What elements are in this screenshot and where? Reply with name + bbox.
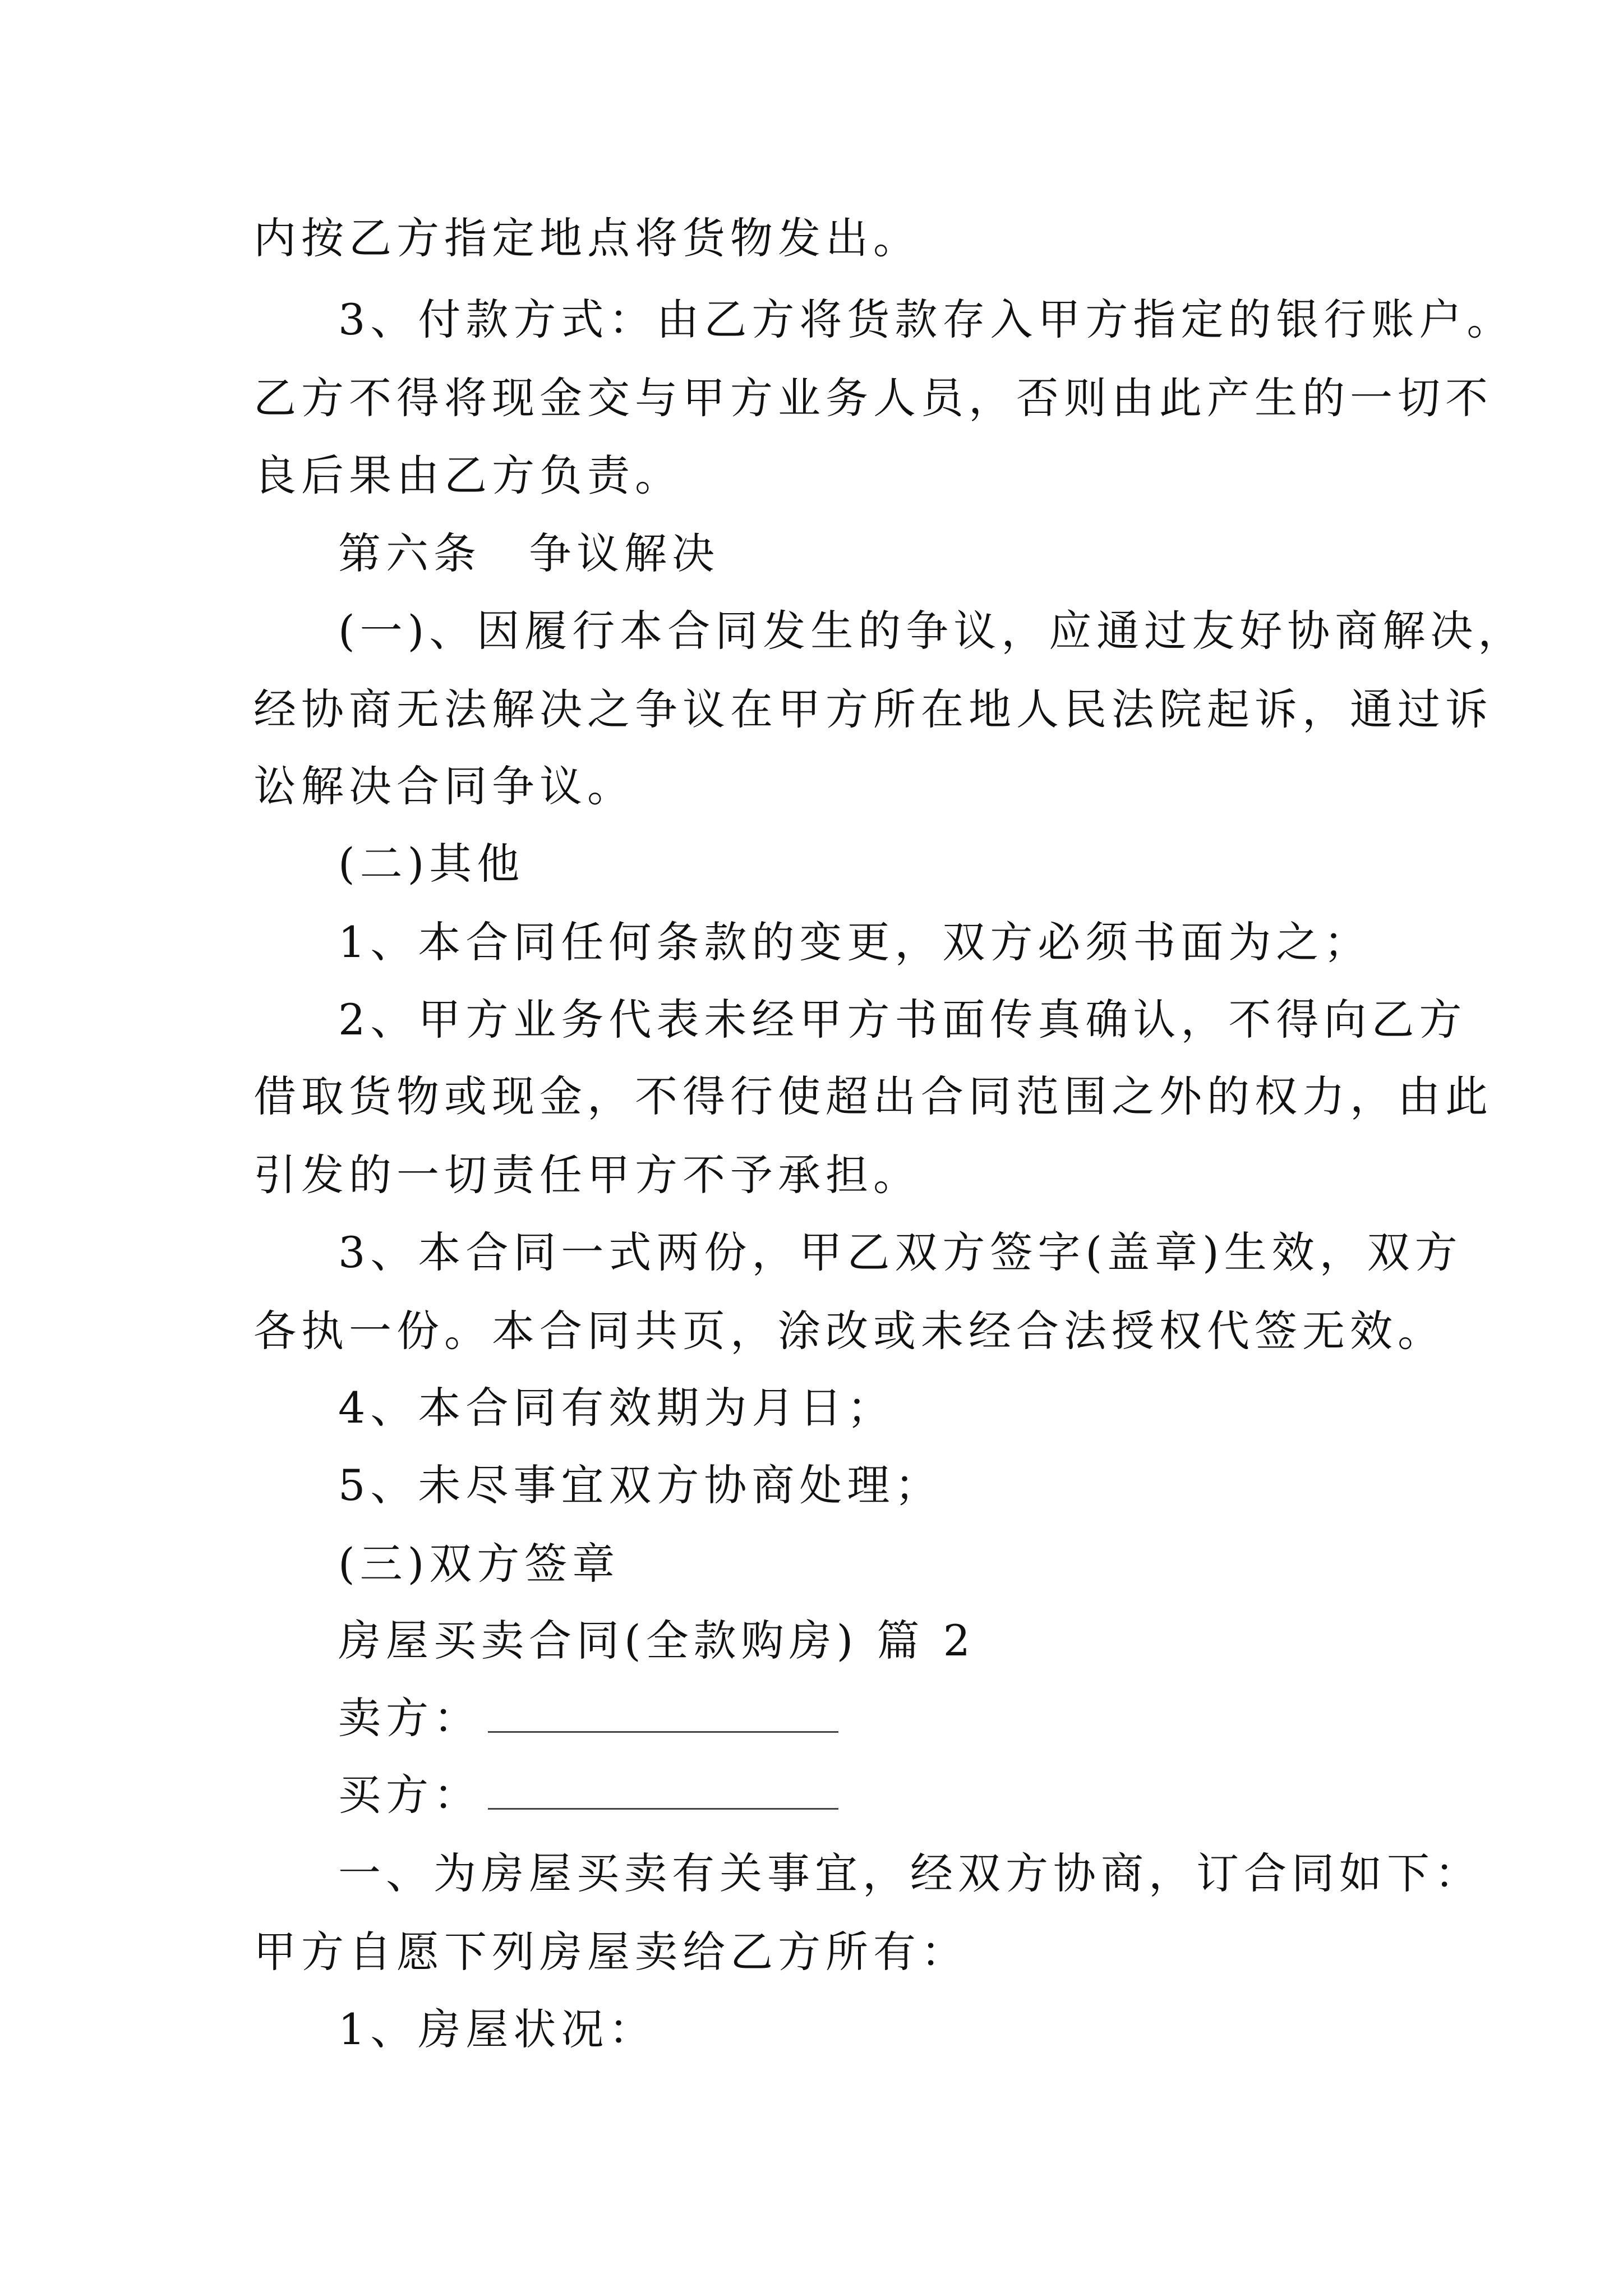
buyer-line	[338, 1767, 838, 1823]
seller-label: 卖方：	[338, 1693, 481, 1743]
text-line: (一)、因履行本合同发生的争议，应通过友好协商解决，	[338, 606, 1526, 656]
text-line: 内按乙方指定地点将货物发出。	[253, 213, 921, 263]
seller-blank	[488, 1697, 838, 1733]
text-line: 借取货物或现金，不得行使超出合同范围之外的权力，由此	[253, 1071, 1493, 1121]
buyer-label: 买方：	[338, 1770, 481, 1820]
text-line: 各执一份。本合同共页，涂改或未经合法授权代签无效。	[253, 1306, 1445, 1356]
text-line: 乙方不得将现金交与甲方业务人员，否则由此产生的一切不	[253, 373, 1493, 423]
document-title: 房屋买卖合同(全款购房) 篇 2	[338, 1616, 975, 1665]
text-line: 5、未尽事宜双方协商处理；	[338, 1460, 943, 1510]
text-line: 3、本合同一式两份，甲乙双方签字(盖章)生效，双方	[338, 1227, 1463, 1277]
text-line: (二)其他	[338, 839, 525, 889]
text-line: 一、为房屋买卖有关事宜，经双方协商，订合同如下：	[338, 1848, 1482, 1898]
text-line: 2、甲方业务代表未经甲方书面传真确认，不得向乙方	[338, 995, 1467, 1045]
text-line: 4、本合同有效期为月日；	[338, 1383, 895, 1433]
text-line: 甲方自愿下列房屋卖给乙方所有：	[253, 1927, 969, 1977]
buyer-blank	[488, 1774, 838, 1810]
text-line: 1、本合同任何条款的变更，双方必须书面为之；	[338, 917, 1372, 967]
text-line: 讼解决合同争议。	[253, 761, 635, 811]
text-line: 良后果由乙方负责。	[253, 450, 683, 500]
seller-line	[338, 1690, 838, 1746]
text-line: 引发的一切责任甲方不予承担。	[253, 1150, 921, 1200]
section-heading: 第六条 争议解决	[338, 528, 720, 578]
text-line: 3、付款方式：由乙方将货款存入甲方指定的银行账户。	[338, 295, 1515, 344]
text-line: 1、房屋状况：	[338, 2004, 657, 2054]
text-line: (三)双方签章	[338, 1539, 620, 1589]
text-line: 经协商无法解决之争议在甲方所在地人民法院起诉，通过诉	[253, 684, 1493, 734]
